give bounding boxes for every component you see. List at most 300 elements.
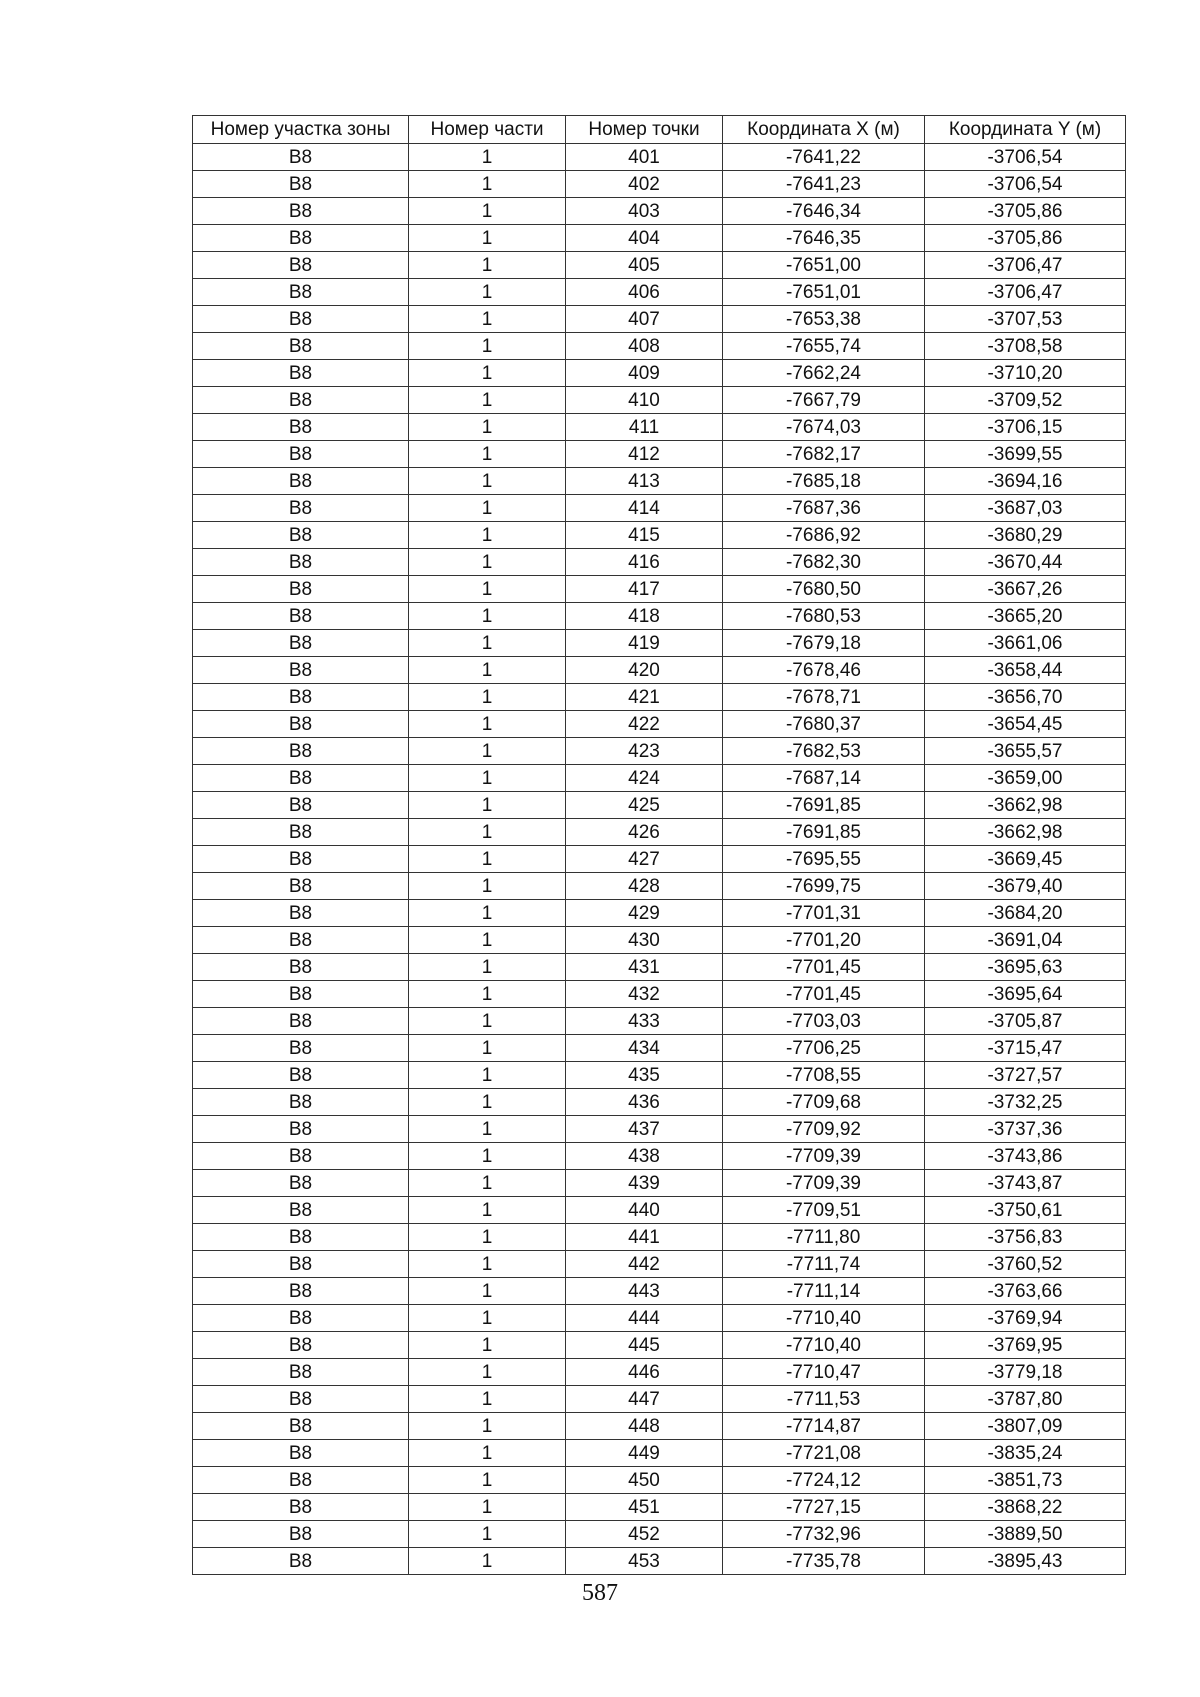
cell-coordinate-y: -3655,57 (925, 738, 1126, 765)
cell-point-number: 450 (566, 1467, 723, 1494)
cell-zone-section: В8 (193, 1224, 409, 1251)
cell-coordinate-y: -3695,64 (925, 981, 1126, 1008)
cell-coordinate-y: -3691,04 (925, 927, 1126, 954)
cell-part-number: 1 (409, 225, 566, 252)
table-row (193, 873, 1126, 900)
header-coordinate-y: Координата Y (м) (925, 116, 1126, 144)
cell-coordinate-y: -3868,22 (925, 1494, 1126, 1521)
cell-point-number: 428 (566, 873, 723, 900)
cell-coordinate-x: -7711,80 (723, 1224, 925, 1251)
cell-point-number: 427 (566, 846, 723, 873)
cell-zone-section: В8 (193, 630, 409, 657)
cell-coordinate-x: -7711,53 (723, 1386, 925, 1413)
cell-part-number: 1 (409, 711, 566, 738)
table-row (193, 198, 1126, 225)
table-row (193, 279, 1126, 306)
table-row (193, 954, 1126, 981)
cell-part-number: 1 (409, 414, 566, 441)
cell-zone-section: В8 (193, 1116, 409, 1143)
cell-zone-section: В8 (193, 468, 409, 495)
cell-part-number: 1 (409, 1386, 566, 1413)
cell-part-number: 1 (409, 1521, 566, 1548)
table-row (193, 306, 1126, 333)
cell-point-number: 435 (566, 1062, 723, 1089)
cell-zone-section: В8 (193, 171, 409, 198)
cell-zone-section: В8 (193, 1251, 409, 1278)
cell-zone-section: В8 (193, 1413, 409, 1440)
cell-zone-section: В8 (193, 576, 409, 603)
cell-point-number: 444 (566, 1305, 723, 1332)
table-row (193, 1440, 1126, 1467)
table-row (193, 522, 1126, 549)
table-row (193, 1035, 1126, 1062)
cell-part-number: 1 (409, 360, 566, 387)
cell-coordinate-y: -3707,53 (925, 306, 1126, 333)
cell-point-number: 426 (566, 819, 723, 846)
cell-point-number: 452 (566, 1521, 723, 1548)
cell-zone-section: В8 (193, 1143, 409, 1170)
table-header-row (193, 116, 1126, 144)
table-row (193, 981, 1126, 1008)
header-zone-section-number: Номер участка зоны (193, 116, 409, 144)
cell-coordinate-x: -7662,24 (723, 360, 925, 387)
cell-coordinate-x: -7655,74 (723, 333, 925, 360)
coordinates-table (192, 115, 1126, 1575)
cell-point-number: 445 (566, 1332, 723, 1359)
cell-zone-section: В8 (193, 1494, 409, 1521)
table-row (193, 1278, 1126, 1305)
cell-part-number: 1 (409, 549, 566, 576)
cell-point-number: 407 (566, 306, 723, 333)
cell-coordinate-x: -7641,23 (723, 171, 925, 198)
cell-zone-section: В8 (193, 684, 409, 711)
table-row (193, 792, 1126, 819)
cell-point-number: 425 (566, 792, 723, 819)
cell-coordinate-y: -3665,20 (925, 603, 1126, 630)
table-row (193, 711, 1126, 738)
cell-coordinate-y: -3661,06 (925, 630, 1126, 657)
cell-part-number: 1 (409, 1089, 566, 1116)
cell-zone-section: В8 (193, 522, 409, 549)
cell-part-number: 1 (409, 1440, 566, 1467)
cell-zone-section: В8 (193, 1440, 409, 1467)
cell-part-number: 1 (409, 1359, 566, 1386)
cell-coordinate-x: -7711,74 (723, 1251, 925, 1278)
table-row (193, 684, 1126, 711)
cell-part-number: 1 (409, 846, 566, 873)
cell-zone-section: В8 (193, 900, 409, 927)
cell-part-number: 1 (409, 1143, 566, 1170)
cell-coordinate-y: -3659,00 (925, 765, 1126, 792)
cell-coordinate-y: -3679,40 (925, 873, 1126, 900)
cell-point-number: 421 (566, 684, 723, 711)
cell-zone-section: В8 (193, 1386, 409, 1413)
table-row (193, 468, 1126, 495)
cell-coordinate-x: -7678,46 (723, 657, 925, 684)
cell-coordinate-x: -7653,38 (723, 306, 925, 333)
cell-part-number: 1 (409, 1035, 566, 1062)
cell-part-number: 1 (409, 333, 566, 360)
cell-coordinate-y: -3684,20 (925, 900, 1126, 927)
cell-coordinate-x: -7682,53 (723, 738, 925, 765)
cell-coordinate-y: -3670,44 (925, 549, 1126, 576)
cell-part-number: 1 (409, 819, 566, 846)
cell-point-number: 434 (566, 1035, 723, 1062)
cell-point-number: 418 (566, 603, 723, 630)
cell-coordinate-x: -7699,75 (723, 873, 925, 900)
cell-point-number: 451 (566, 1494, 723, 1521)
cell-zone-section: В8 (193, 603, 409, 630)
cell-coordinate-x: -7709,92 (723, 1116, 925, 1143)
cell-coordinate-y: -3737,36 (925, 1116, 1126, 1143)
cell-part-number: 1 (409, 1494, 566, 1521)
cell-zone-section: В8 (193, 846, 409, 873)
cell-coordinate-y: -3769,95 (925, 1332, 1126, 1359)
cell-coordinate-x: -7686,92 (723, 522, 925, 549)
table-row (193, 846, 1126, 873)
cell-coordinate-x: -7701,45 (723, 954, 925, 981)
table-row (193, 576, 1126, 603)
page-number: 587 (582, 1580, 618, 1606)
cell-zone-section: В8 (193, 549, 409, 576)
cell-point-number: 403 (566, 198, 723, 225)
cell-point-number: 420 (566, 657, 723, 684)
cell-coordinate-y: -3687,03 (925, 495, 1126, 522)
table-row (193, 657, 1126, 684)
cell-zone-section: В8 (193, 954, 409, 981)
cell-coordinate-y: -3706,54 (925, 171, 1126, 198)
table-row (193, 900, 1126, 927)
table-row (193, 738, 1126, 765)
cell-part-number: 1 (409, 873, 566, 900)
table-row (193, 414, 1126, 441)
cell-coordinate-y: -3654,45 (925, 711, 1126, 738)
cell-zone-section: В8 (193, 711, 409, 738)
cell-point-number: 412 (566, 441, 723, 468)
cell-zone-section: В8 (193, 765, 409, 792)
cell-part-number: 1 (409, 1062, 566, 1089)
cell-coordinate-x: -7711,14 (723, 1278, 925, 1305)
cell-zone-section: В8 (193, 738, 409, 765)
cell-zone-section: В8 (193, 1278, 409, 1305)
cell-coordinate-y: -3715,47 (925, 1035, 1126, 1062)
cell-part-number: 1 (409, 144, 566, 171)
cell-part-number: 1 (409, 927, 566, 954)
cell-point-number: 432 (566, 981, 723, 1008)
cell-part-number: 1 (409, 1548, 566, 1575)
cell-point-number: 429 (566, 900, 723, 927)
cell-coordinate-x: -7701,20 (723, 927, 925, 954)
table-row (193, 1224, 1126, 1251)
cell-coordinate-x: -7682,30 (723, 549, 925, 576)
cell-point-number: 424 (566, 765, 723, 792)
cell-part-number: 1 (409, 279, 566, 306)
cell-coordinate-y: -3743,87 (925, 1170, 1126, 1197)
cell-part-number: 1 (409, 1467, 566, 1494)
table-row (193, 1305, 1126, 1332)
cell-part-number: 1 (409, 495, 566, 522)
cell-part-number: 1 (409, 792, 566, 819)
cell-coordinate-x: -7680,53 (723, 603, 925, 630)
table-row (193, 1170, 1126, 1197)
cell-zone-section: В8 (193, 819, 409, 846)
cell-zone-section: В8 (193, 981, 409, 1008)
cell-part-number: 1 (409, 522, 566, 549)
cell-coordinate-y: -3706,47 (925, 279, 1126, 306)
table-row (193, 1197, 1126, 1224)
table-row (193, 765, 1126, 792)
table-row (193, 927, 1126, 954)
cell-point-number: 406 (566, 279, 723, 306)
cell-point-number: 433 (566, 1008, 723, 1035)
cell-point-number: 401 (566, 144, 723, 171)
cell-coordinate-x: -7687,14 (723, 765, 925, 792)
table-row (193, 603, 1126, 630)
cell-point-number: 416 (566, 549, 723, 576)
cell-zone-section: В8 (193, 333, 409, 360)
cell-coordinate-x: -7680,37 (723, 711, 925, 738)
table-row (193, 171, 1126, 198)
cell-coordinate-x: -7674,03 (723, 414, 925, 441)
cell-part-number: 1 (409, 1008, 566, 1035)
cell-coordinate-x: -7667,79 (723, 387, 925, 414)
cell-coordinate-y: -3835,24 (925, 1440, 1126, 1467)
table-row (193, 1251, 1126, 1278)
cell-coordinate-y: -3732,25 (925, 1089, 1126, 1116)
cell-part-number: 1 (409, 198, 566, 225)
cell-zone-section: В8 (193, 441, 409, 468)
cell-point-number: 414 (566, 495, 723, 522)
cell-coordinate-y: -3763,66 (925, 1278, 1126, 1305)
cell-zone-section: В8 (193, 387, 409, 414)
cell-zone-section: В8 (193, 1035, 409, 1062)
table-row (193, 1413, 1126, 1440)
table-row (193, 441, 1126, 468)
cell-coordinate-x: -7685,18 (723, 468, 925, 495)
cell-zone-section: В8 (193, 1197, 409, 1224)
cell-zone-section: В8 (193, 495, 409, 522)
cell-point-number: 405 (566, 252, 723, 279)
table-row (193, 630, 1126, 657)
cell-zone-section: В8 (193, 1305, 409, 1332)
cell-coordinate-y: -3705,87 (925, 1008, 1126, 1035)
table-row (193, 1494, 1126, 1521)
cell-zone-section: В8 (193, 1089, 409, 1116)
cell-coordinate-x: -7646,34 (723, 198, 925, 225)
cell-point-number: 446 (566, 1359, 723, 1386)
table-row (193, 1548, 1126, 1575)
cell-point-number: 440 (566, 1197, 723, 1224)
table-row (193, 1332, 1126, 1359)
cell-point-number: 408 (566, 333, 723, 360)
table-row (193, 819, 1126, 846)
cell-point-number: 453 (566, 1548, 723, 1575)
cell-coordinate-x: -7724,12 (723, 1467, 925, 1494)
cell-zone-section: В8 (193, 414, 409, 441)
table-row (193, 549, 1126, 576)
cell-coordinate-x: -7732,96 (723, 1521, 925, 1548)
cell-part-number: 1 (409, 1332, 566, 1359)
table-row (193, 495, 1126, 522)
cell-coordinate-y: -3710,20 (925, 360, 1126, 387)
cell-point-number: 411 (566, 414, 723, 441)
cell-zone-section: В8 (193, 873, 409, 900)
cell-coordinate-y: -3709,52 (925, 387, 1126, 414)
cell-point-number: 447 (566, 1386, 723, 1413)
cell-coordinate-y: -3656,70 (925, 684, 1126, 711)
cell-point-number: 422 (566, 711, 723, 738)
cell-zone-section: В8 (193, 1062, 409, 1089)
cell-coordinate-x: -7710,47 (723, 1359, 925, 1386)
table-row (193, 1062, 1126, 1089)
cell-point-number: 430 (566, 927, 723, 954)
cell-coordinate-x: -7646,35 (723, 225, 925, 252)
cell-part-number: 1 (409, 1251, 566, 1278)
table-row (193, 1359, 1126, 1386)
cell-coordinate-y: -3779,18 (925, 1359, 1126, 1386)
cell-point-number: 423 (566, 738, 723, 765)
cell-part-number: 1 (409, 684, 566, 711)
cell-coordinate-y: -3699,55 (925, 441, 1126, 468)
cell-coordinate-x: -7701,31 (723, 900, 925, 927)
cell-coordinate-x: -7651,00 (723, 252, 925, 279)
cell-coordinate-x: -7701,45 (723, 981, 925, 1008)
cell-coordinate-x: -7691,85 (723, 819, 925, 846)
cell-coordinate-x: -7678,71 (723, 684, 925, 711)
cell-coordinate-y: -3708,58 (925, 333, 1126, 360)
cell-zone-section: В8 (193, 144, 409, 171)
cell-part-number: 1 (409, 1197, 566, 1224)
cell-zone-section: В8 (193, 198, 409, 225)
cell-part-number: 1 (409, 900, 566, 927)
cell-part-number: 1 (409, 306, 566, 333)
cell-coordinate-x: -7714,87 (723, 1413, 925, 1440)
cell-coordinate-x: -7706,25 (723, 1035, 925, 1062)
table-row (193, 1467, 1126, 1494)
cell-part-number: 1 (409, 576, 566, 603)
cell-zone-section: В8 (193, 306, 409, 333)
cell-zone-section: В8 (193, 225, 409, 252)
cell-coordinate-y: -3667,26 (925, 576, 1126, 603)
cell-coordinate-x: -7709,51 (723, 1197, 925, 1224)
table-row (193, 1008, 1126, 1035)
cell-point-number: 417 (566, 576, 723, 603)
cell-coordinate-x: -7735,78 (723, 1548, 925, 1575)
cell-coordinate-x: -7710,40 (723, 1332, 925, 1359)
cell-part-number: 1 (409, 657, 566, 684)
table-row (193, 144, 1126, 171)
header-coordinate-x: Координата X (м) (723, 116, 925, 144)
cell-part-number: 1 (409, 630, 566, 657)
cell-coordinate-y: -3760,52 (925, 1251, 1126, 1278)
cell-coordinate-y: -3889,50 (925, 1521, 1126, 1548)
cell-coordinate-y: -3662,98 (925, 792, 1126, 819)
cell-point-number: 436 (566, 1089, 723, 1116)
cell-coordinate-y: -3895,43 (925, 1548, 1126, 1575)
cell-coordinate-x: -7727,15 (723, 1494, 925, 1521)
cell-coordinate-y: -3756,83 (925, 1224, 1126, 1251)
cell-point-number: 442 (566, 1251, 723, 1278)
cell-coordinate-y: -3750,61 (925, 1197, 1126, 1224)
cell-coordinate-y: -3705,86 (925, 225, 1126, 252)
cell-point-number: 413 (566, 468, 723, 495)
cell-coordinate-x: -7695,55 (723, 846, 925, 873)
cell-zone-section: В8 (193, 360, 409, 387)
cell-coordinate-y: -3694,16 (925, 468, 1126, 495)
cell-coordinate-x: -7709,39 (723, 1170, 925, 1197)
cell-coordinate-y: -3706,15 (925, 414, 1126, 441)
cell-zone-section: В8 (193, 1521, 409, 1548)
cell-zone-section: В8 (193, 279, 409, 306)
header-part-number: Номер части (409, 116, 566, 144)
cell-coordinate-x: -7641,22 (723, 144, 925, 171)
cell-point-number: 402 (566, 171, 723, 198)
cell-coordinate-y: -3743,86 (925, 1143, 1126, 1170)
cell-coordinate-x: -7709,68 (723, 1089, 925, 1116)
cell-coordinate-x: -7710,40 (723, 1305, 925, 1332)
cell-point-number: 410 (566, 387, 723, 414)
cell-part-number: 1 (409, 738, 566, 765)
table-row (193, 225, 1126, 252)
cell-coordinate-y: -3727,57 (925, 1062, 1126, 1089)
cell-point-number: 439 (566, 1170, 723, 1197)
cell-point-number: 448 (566, 1413, 723, 1440)
cell-part-number: 1 (409, 1170, 566, 1197)
cell-zone-section: В8 (193, 1359, 409, 1386)
table-row (193, 252, 1126, 279)
cell-part-number: 1 (409, 1116, 566, 1143)
cell-zone-section: В8 (193, 927, 409, 954)
cell-point-number: 431 (566, 954, 723, 981)
cell-zone-section: В8 (193, 657, 409, 684)
cell-coordinate-y: -3669,45 (925, 846, 1126, 873)
cell-point-number: 404 (566, 225, 723, 252)
cell-point-number: 438 (566, 1143, 723, 1170)
cell-point-number: 415 (566, 522, 723, 549)
cell-coordinate-y: -3706,54 (925, 144, 1126, 171)
table-row (193, 1089, 1126, 1116)
cell-coordinate-y: -3695,63 (925, 954, 1126, 981)
cell-coordinate-x: -7709,39 (723, 1143, 925, 1170)
cell-part-number: 1 (409, 171, 566, 198)
cell-part-number: 1 (409, 1278, 566, 1305)
header-point-number: Номер точки (566, 116, 723, 144)
cell-part-number: 1 (409, 252, 566, 279)
cell-point-number: 409 (566, 360, 723, 387)
cell-part-number: 1 (409, 765, 566, 792)
cell-zone-section: В8 (193, 1332, 409, 1359)
cell-coordinate-y: -3769,94 (925, 1305, 1126, 1332)
cell-coordinate-x: -7721,08 (723, 1440, 925, 1467)
cell-part-number: 1 (409, 468, 566, 495)
cell-part-number: 1 (409, 1224, 566, 1251)
cell-part-number: 1 (409, 441, 566, 468)
table-body (193, 144, 1126, 1575)
cell-zone-section: В8 (193, 1467, 409, 1494)
cell-zone-section: В8 (193, 252, 409, 279)
cell-coordinate-x: -7703,03 (723, 1008, 925, 1035)
cell-part-number: 1 (409, 1305, 566, 1332)
cell-zone-section: В8 (193, 1170, 409, 1197)
table-row (193, 1521, 1126, 1548)
cell-part-number: 1 (409, 387, 566, 414)
cell-coordinate-x: -7682,17 (723, 441, 925, 468)
cell-coordinate-x: -7687,36 (723, 495, 925, 522)
cell-coordinate-x: -7679,18 (723, 630, 925, 657)
cell-coordinate-y: -3807,09 (925, 1413, 1126, 1440)
cell-zone-section: В8 (193, 1008, 409, 1035)
cell-coordinate-y: -3658,44 (925, 657, 1126, 684)
